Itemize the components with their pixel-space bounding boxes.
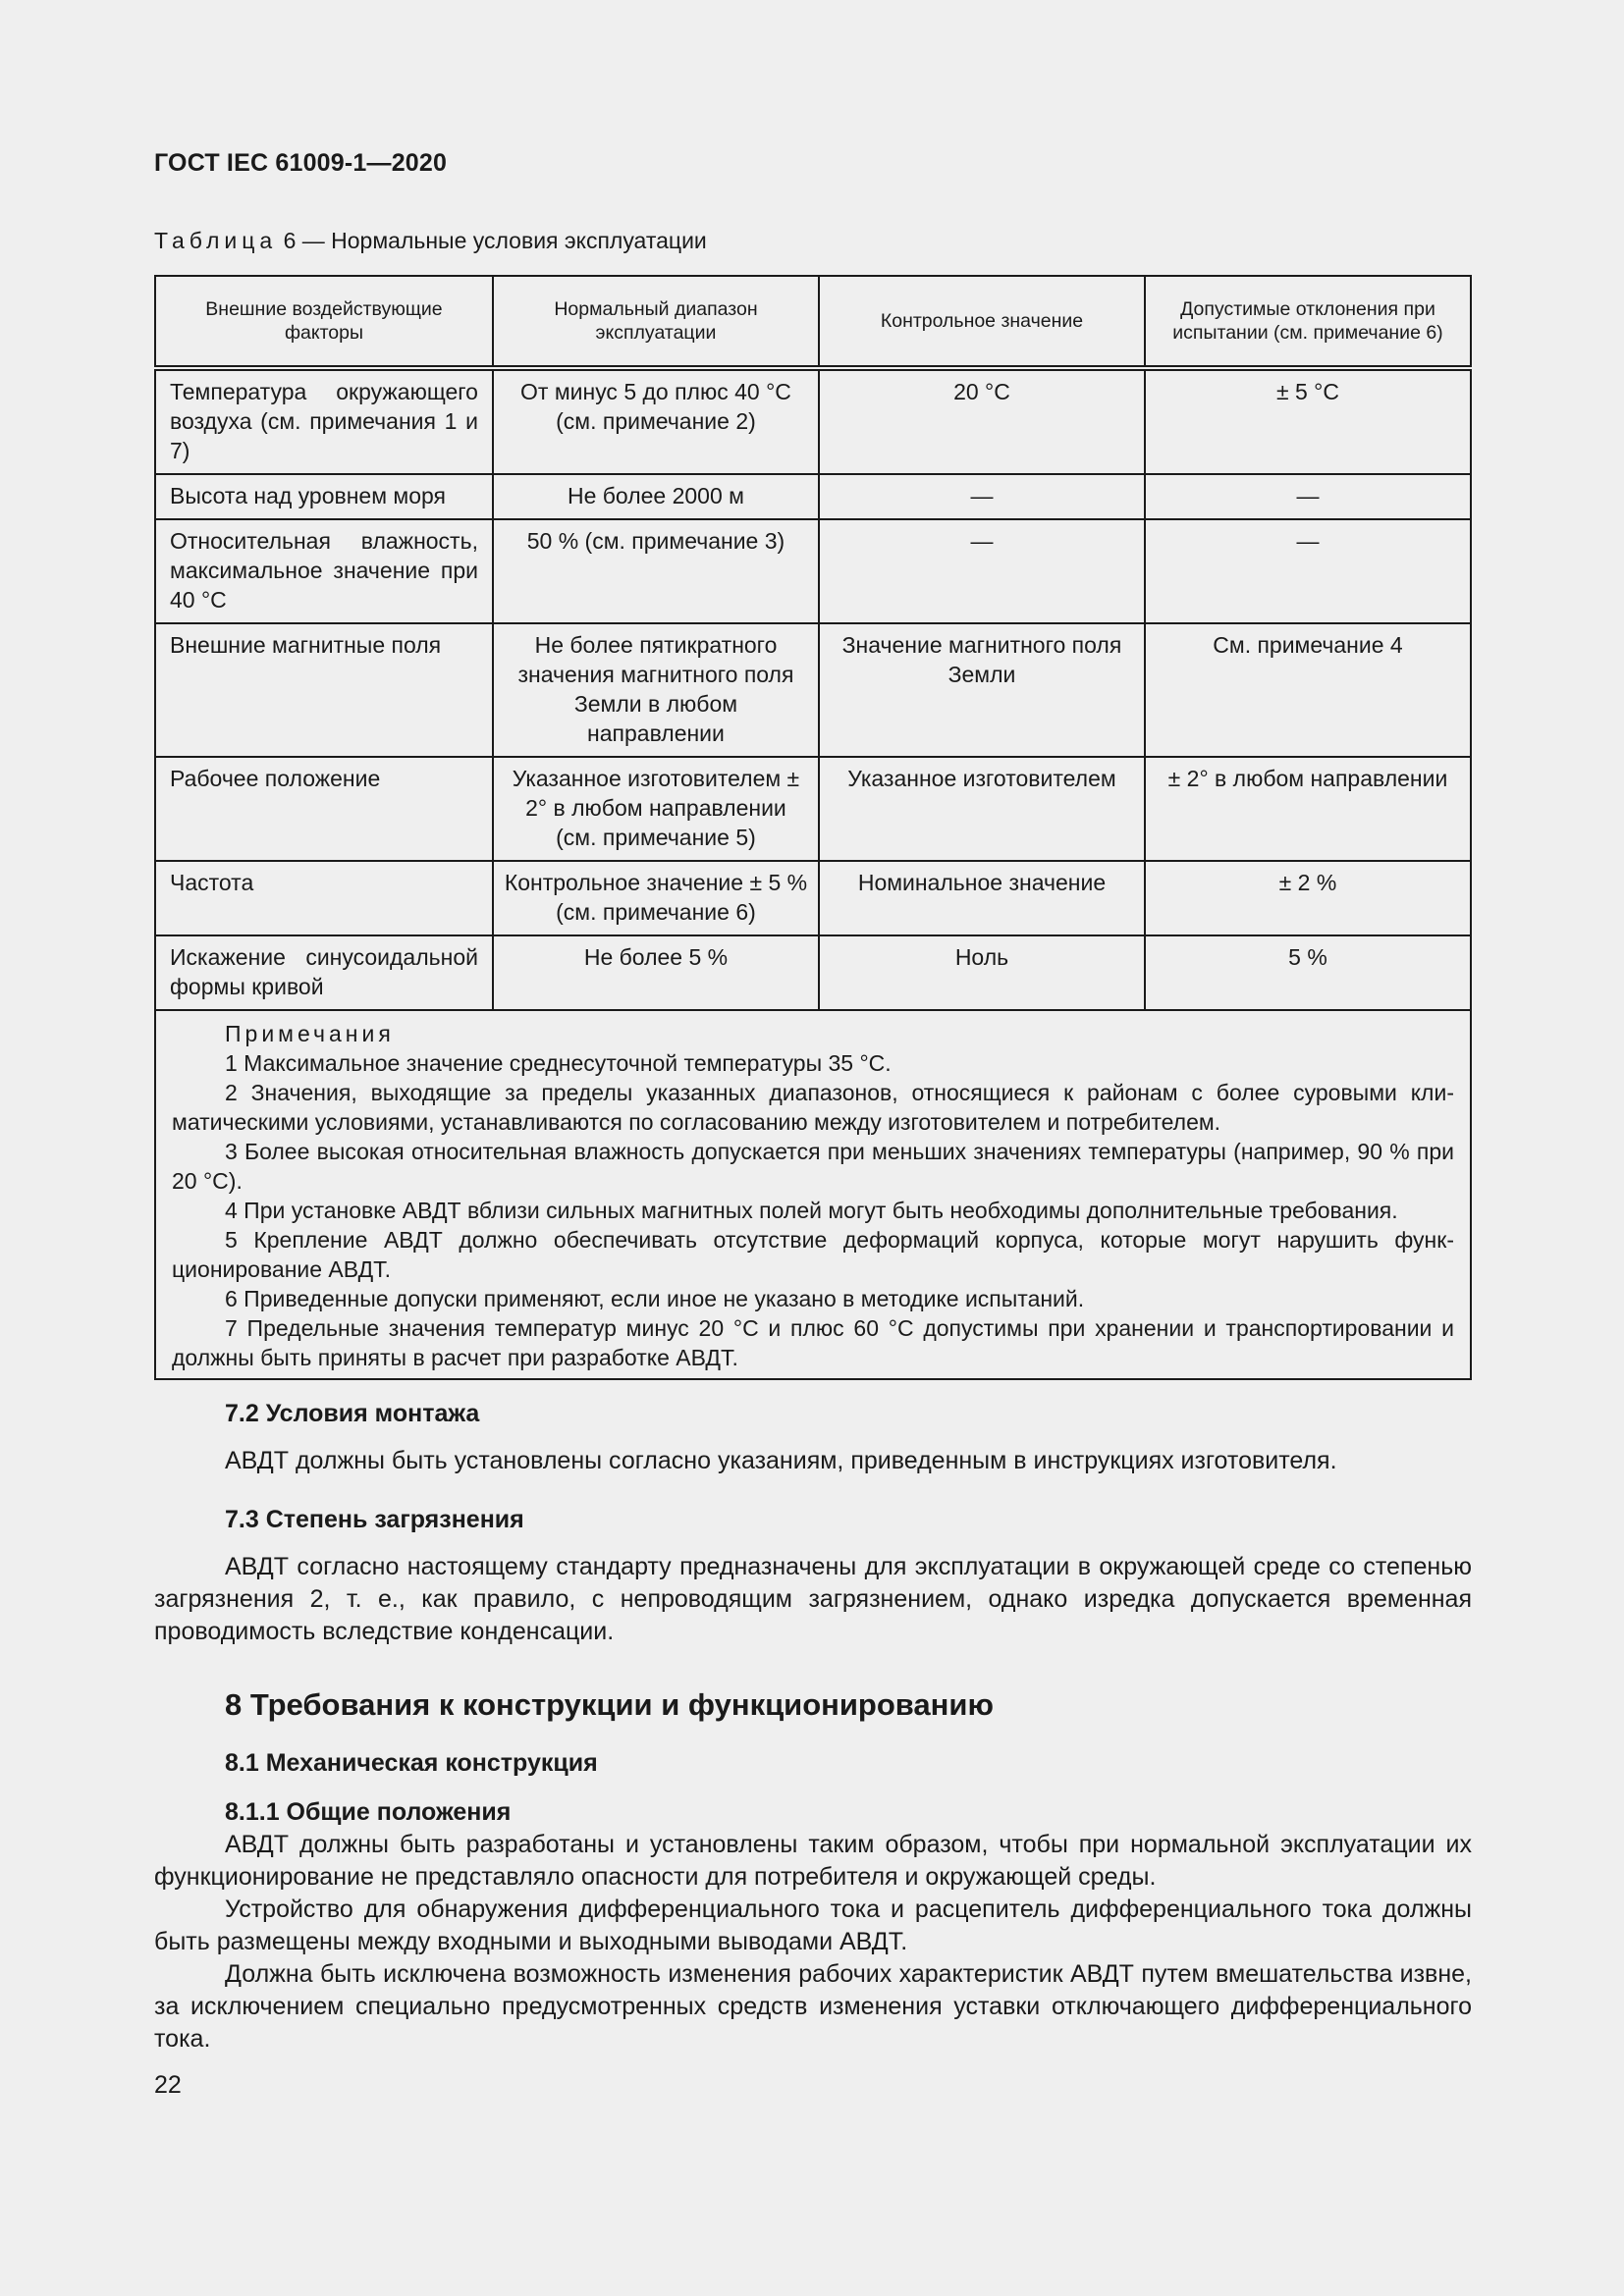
section-7-2-text: АВДТ должны быть установлены согласно указаниям, приведенным в инструкциях изготовителя. [225,1447,1337,1474]
table-cell: ± 2° в любом направлении [1145,757,1471,861]
table-cell: Не более 2000 м [493,474,819,519]
notes-title: Примечания [225,1021,395,1046]
section-7-3 [154,1504,1472,1648]
table-caption [154,228,707,254]
section-8-1-1-title: 8.1.1 Общие положения [225,1798,512,1826]
table-row [155,368,1471,474]
table-cell: См. примечание 4 [1145,623,1471,757]
table-row [155,757,1471,861]
note-item: 7 Предельные значения температур минус 20 °С и плюс 60 °С допустимы при хранении и транспортировании и должны быть приняты в расчет при разработке АВДТ. [172,1315,1454,1370]
section-8-1 [154,1747,1472,1780]
note-item: 5 Крепление АВДТ должно обеспечивать отсутствие деформаций корпуса, которые могут нарушить функционирование АВДТ. [172,1227,1454,1282]
table-cell: — [819,519,1145,623]
section-8 [154,1688,1472,1721]
table-cell: Относительная влажность, максимальное значение при 40 °С [155,519,493,623]
table-cell: 5 % [1145,935,1471,1010]
table-row [155,519,1471,623]
table-row [155,474,1471,519]
header-normal-range: Нормальный диапазон эксплуатации [493,276,819,368]
note-item: 1 Максимальное значение среднесуточной температуры 35 °С. [225,1050,892,1076]
table-cell: Искажение синусоидальной формы кривой [155,935,493,1010]
table-cell: Значение магнитного поля Земли [819,623,1145,757]
section-7-3-title: 7.3 Степень загрязнения [225,1506,524,1533]
table-notes [155,1010,1471,1379]
section-7-2-title: 7.2 Условия монтажа [225,1400,480,1427]
table-row [155,935,1471,1010]
table-cell: Высота над уровнем моря [155,474,493,519]
page-number: 22 [154,2071,182,2099]
section-8-1-1 [154,1796,1472,2056]
table-cell: Не более 5 % [493,935,819,1010]
section-8-1-1-paragraph: Должна быть исключена возможность изменения рабочих характеристик АВДТ путем вмешательства извне, за исключением специально предусмотренных средств изменения уставки отключающего дифференциального тока. [154,1960,1472,2053]
table-cell: ± 2 % [1145,861,1471,935]
section-7-2 [154,1398,1472,1477]
table-cell: 20 °С [819,368,1145,474]
section-8-title: 8 Требования к конструкции и функционированию [225,1687,994,1722]
section-8-1-1-paragraph: АВДТ должны быть разработаны и установлены таким образом, чтобы при нормальной эксплуатации их функционирование не представляло опасности для потребителя и окружающей среды. [154,1831,1472,1891]
header-tolerances: Допустимые отклонения при испытании (см. примечание 6) [1145,276,1471,368]
table-cell: Внешние магнитные поля [155,623,493,757]
document-header: ГОСТ IEC 61009-1—2020 [154,149,448,177]
table-cell: Температура окружающего воздуха (см. примечания 1 и 7) [155,368,493,474]
header-reference-value: Контрольное значение [819,276,1145,368]
table-cell: Частота [155,861,493,935]
table-row [155,861,1471,935]
note-item: 6 Приведенные допуски применяют, если иное не указано в методике испытаний. [225,1286,1085,1311]
section-8-1-1-paragraph: Устройство для обнаружения дифференциального тока и расцепитель дифференциального тока должны быть размещены между входными и выходными выводами АВДТ. [154,1896,1472,1955]
note-item: 4 При установке АВДТ вблизи сильных магнитных полей могут быть необходимы дополнительные требования. [225,1198,1398,1223]
table-cell: Указанное изготовителем ± 2° в любом направлении (см. примечание 5) [493,757,819,861]
header-factors: Внешние воздействующие факторы [155,276,493,368]
table-cell: — [1145,474,1471,519]
table-cell: Ноль [819,935,1145,1010]
note-item: 3 Более высокая относительная влажность допускается при меньших значениях температуры (например, 90 % при 20 °С). [172,1139,1454,1194]
table-cell: — [1145,519,1471,623]
table-caption-label: Таблица [154,228,278,253]
table-cell: Рабочее положение [155,757,493,861]
operating-conditions-table [154,275,1472,1380]
table-cell: Не более пятикратного значения магнитного поля Земли в любом направлении [493,623,819,757]
table-cell: Контрольное значение ± 5 % (см. примечание 6) [493,861,819,935]
table-cell: От минус 5 до плюс 40 °С (см. примечание 2) [493,368,819,474]
table-cell: ± 5 °С [1145,368,1471,474]
table-caption-title: 6 — Нормальные условия эксплуатации [277,228,707,253]
section-7-3-text: АВДТ согласно настоящему стандарту предназначены для эксплуатации в окружающей среде со степенью загрязнения 2, т. е., как правило, с непроводящим загрязнением, однако изредка допускается временная проводимость вследствие конденсации. [154,1553,1472,1645]
table-cell: Указанное изготовителем [819,757,1145,861]
note-item: 2 Значения, выходящие за пределы указанных диапазонов, относящиеся к районам с более суровыми климатическими условиями, устанавливаются по согласованию между изготовителем и потребителем. [172,1080,1454,1135]
table-cell: — [819,474,1145,519]
table-notes-row [155,1010,1471,1379]
table-cell: 50 % (см. примечание 3) [493,519,819,623]
table-row [155,623,1471,757]
table-cell: Номинальное значение [819,861,1145,935]
table-header-row [155,276,1471,368]
section-8-1-title: 8.1 Механическая конструкция [225,1749,598,1777]
